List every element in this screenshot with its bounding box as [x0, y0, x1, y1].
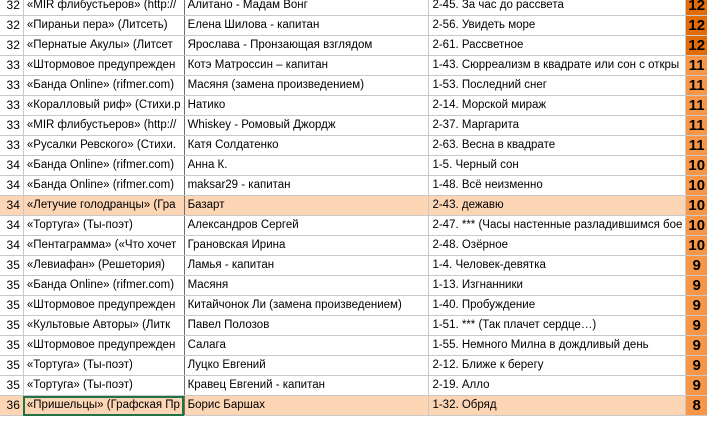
author-cell[interactable]: maksar29 - капитан: [184, 176, 429, 196]
author-cell[interactable]: Алитано - Мадам Вонг: [184, 0, 429, 16]
work-cell[interactable]: 2-14. Морской мираж: [429, 96, 686, 116]
table-row: [0, 336, 707, 356]
author-cell[interactable]: Елена Шилова - капитан: [184, 16, 429, 36]
score-cell[interactable]: 11: [686, 96, 707, 116]
work-cell[interactable]: 2-45. За час до рассвета: [429, 0, 686, 16]
place-cell[interactable]: 35: [0, 336, 23, 356]
work-cell[interactable]: 1-5. Черный сон: [429, 156, 686, 176]
author-cell[interactable]: Натико: [184, 96, 429, 116]
score-cell[interactable]: 9: [686, 316, 707, 336]
work-cell[interactable]: 2-48. Озёрное: [429, 236, 686, 256]
score-cell[interactable]: 11: [686, 136, 707, 156]
group-cell[interactable]: «Пернатые Акулы» (Литсет: [23, 36, 184, 56]
work-cell[interactable]: 2-37. Маргарита: [429, 116, 686, 136]
table-row: [0, 256, 707, 276]
work-cell[interactable]: 1-48. Всё неизменно: [429, 176, 686, 196]
group-cell[interactable]: «Пираньи пера» (Литсеть): [23, 16, 184, 36]
table-row: [0, 396, 707, 416]
work-cell[interactable]: 1-4. Человек-девятка: [429, 256, 686, 276]
table-row: [0, 156, 707, 176]
score-cell[interactable]: 11: [686, 116, 707, 136]
score-cell[interactable]: 11: [686, 76, 707, 96]
score-cell[interactable]: 10: [686, 156, 707, 176]
table-row: [0, 316, 707, 336]
score-cell[interactable]: 10: [686, 216, 707, 236]
author-cell[interactable]: Анна К.: [184, 156, 429, 176]
work-cell[interactable]: 1-32. Обряд: [429, 396, 686, 416]
place-cell[interactable]: 33: [0, 76, 23, 96]
author-cell[interactable]: Базарт: [184, 196, 429, 216]
place-cell[interactable]: 32: [0, 0, 23, 16]
author-cell[interactable]: Кравец Евгений - капитан: [184, 376, 429, 396]
place-cell[interactable]: 35: [0, 296, 23, 316]
work-cell[interactable]: 2-56. Увидеть море: [429, 16, 686, 36]
place-cell[interactable]: 35: [0, 256, 23, 276]
work-cell[interactable]: 1-51. *** (Так плачет сердце…): [429, 316, 686, 336]
score-cell[interactable]: 11: [686, 56, 707, 76]
table-row: [0, 0, 707, 16]
table-row: [0, 196, 707, 216]
group-cell[interactable]: «Банда Online» (rifmer.com): [23, 156, 184, 176]
place-cell[interactable]: 33: [0, 56, 23, 76]
group-cell[interactable]: «MIR флибустьеров» (http://: [23, 116, 184, 136]
place-cell[interactable]: 33: [0, 116, 23, 136]
table-row: [0, 56, 707, 76]
group-cell[interactable]: «Пентаграмма» («Что хочет: [23, 236, 184, 256]
table-row: [0, 216, 707, 236]
table-row: [0, 376, 707, 396]
author-cell[interactable]: Борис Баршах: [184, 396, 429, 416]
place-cell[interactable]: 34: [0, 196, 23, 216]
table-row: [0, 176, 707, 196]
author-cell[interactable]: Whiskey - Ромовый Джордж: [184, 116, 429, 136]
place-cell[interactable]: 32: [0, 36, 23, 56]
table-row: [0, 136, 707, 156]
author-cell[interactable]: Масяня: [184, 276, 429, 296]
work-cell[interactable]: 2-47. *** (Часы настенные разладившимся бое: [429, 216, 686, 236]
place-cell[interactable]: 36: [0, 396, 23, 416]
place-cell[interactable]: 35: [0, 316, 23, 336]
table-row: [0, 276, 707, 296]
score-cell[interactable]: 9: [686, 376, 707, 396]
place-cell[interactable]: 35: [0, 356, 23, 376]
score-cell[interactable]: 12: [686, 36, 707, 56]
score-cell[interactable]: 9: [686, 356, 707, 376]
work-cell[interactable]: 1-53. Последний снег: [429, 76, 686, 96]
group-cell[interactable]: «Банда Online» (rifmer.com): [23, 276, 184, 296]
place-cell[interactable]: 33: [0, 96, 23, 116]
score-cell[interactable]: 9: [686, 256, 707, 276]
table-row: [0, 16, 707, 36]
group-cell[interactable]: «Тортуга» (Ты-поэт): [23, 216, 184, 236]
table-row: [0, 96, 707, 116]
table-row: [0, 296, 707, 316]
work-cell[interactable]: 2-43. дежавю: [429, 196, 686, 216]
score-cell[interactable]: 9: [686, 296, 707, 316]
group-cell[interactable]: «Пришельцы» (Графская Пр: [23, 396, 184, 416]
place-cell[interactable]: 33: [0, 136, 23, 156]
author-cell[interactable]: Грановская Ирина: [184, 236, 429, 256]
table-row: [0, 76, 707, 96]
work-cell[interactable]: 2-12. Ближе к берегу: [429, 356, 686, 376]
author-cell[interactable]: Ярослава - Пронзающая взглядом: [184, 36, 429, 56]
group-cell[interactable]: «Коралловый риф» (Стихи.р: [23, 96, 184, 116]
author-cell[interactable]: Масяня (замена произведением): [184, 76, 429, 96]
author-cell[interactable]: Катя Солдатенко: [184, 136, 429, 156]
score-cell[interactable]: 9: [686, 336, 707, 356]
group-cell[interactable]: «Банда Online» (rifmer.com): [23, 176, 184, 196]
author-cell[interactable]: Александров Сергей: [184, 216, 429, 236]
work-cell[interactable]: 2-19. Алло: [429, 376, 686, 396]
group-cell[interactable]: «Штормовое предупрежден: [23, 336, 184, 356]
work-cell[interactable]: 1-55. Немного Милна в дождливый день: [429, 336, 686, 356]
place-cell[interactable]: 34: [0, 156, 23, 176]
work-cell[interactable]: 1-40. Пробуждение: [429, 296, 686, 316]
place-cell[interactable]: 32: [0, 16, 23, 36]
group-cell[interactable]: «Левиафан» (Решетория): [23, 256, 184, 276]
score-cell[interactable]: 12: [686, 16, 707, 36]
group-cell[interactable]: «Штормовое предупрежден: [23, 56, 184, 76]
score-cell[interactable]: 9: [686, 276, 707, 296]
score-cell[interactable]: 10: [686, 196, 707, 216]
author-cell[interactable]: Павел Полозов: [184, 316, 429, 336]
author-cell[interactable]: Китайчонок Ли (замена произведением): [184, 296, 429, 316]
work-cell[interactable]: 2-63. Весна в квадрате: [429, 136, 686, 156]
group-cell[interactable]: «Тортуга» (Ты-поэт): [23, 356, 184, 376]
group-cell[interactable]: «Летучие голодранцы» (Гра: [23, 196, 184, 216]
work-cell[interactable]: 2-61. Рассветное: [429, 36, 686, 56]
group-cell[interactable]: «Банда Online» (rifmer.com): [23, 76, 184, 96]
group-cell[interactable]: «Штормовое предупрежден: [23, 296, 184, 316]
score-cell[interactable]: 8: [686, 396, 707, 416]
score-cell[interactable]: 10: [686, 176, 707, 196]
author-cell[interactable]: Салага: [184, 336, 429, 356]
score-cell[interactable]: 12: [686, 0, 707, 16]
table-row: [0, 116, 707, 136]
author-cell[interactable]: Котэ Матроссин – капитан: [184, 56, 429, 76]
place-cell[interactable]: 34: [0, 216, 23, 236]
work-cell[interactable]: 1-43. Сюрреализм в квадрате или сон с откры: [429, 56, 686, 76]
group-cell[interactable]: «Русалки Ревского» (Стихи.: [23, 136, 184, 156]
table-row: [0, 36, 707, 56]
author-cell[interactable]: Ламья - капитан: [184, 256, 429, 276]
work-cell[interactable]: 1-13. Изгнанники: [429, 276, 686, 296]
group-cell[interactable]: «Культовые Авторы» (Литк: [23, 316, 184, 336]
place-cell[interactable]: 35: [0, 376, 23, 396]
place-cell[interactable]: 34: [0, 176, 23, 196]
place-cell[interactable]: 34: [0, 236, 23, 256]
place-cell[interactable]: 35: [0, 276, 23, 296]
score-cell[interactable]: 10: [686, 236, 707, 256]
table-row: [0, 356, 707, 376]
group-cell[interactable]: «Тортуга» (Ты-поэт): [23, 376, 184, 396]
group-cell[interactable]: «MIR флибустьеров» (http://: [23, 0, 184, 16]
author-cell[interactable]: Луцко Евгений: [184, 356, 429, 376]
table-row: [0, 236, 707, 256]
